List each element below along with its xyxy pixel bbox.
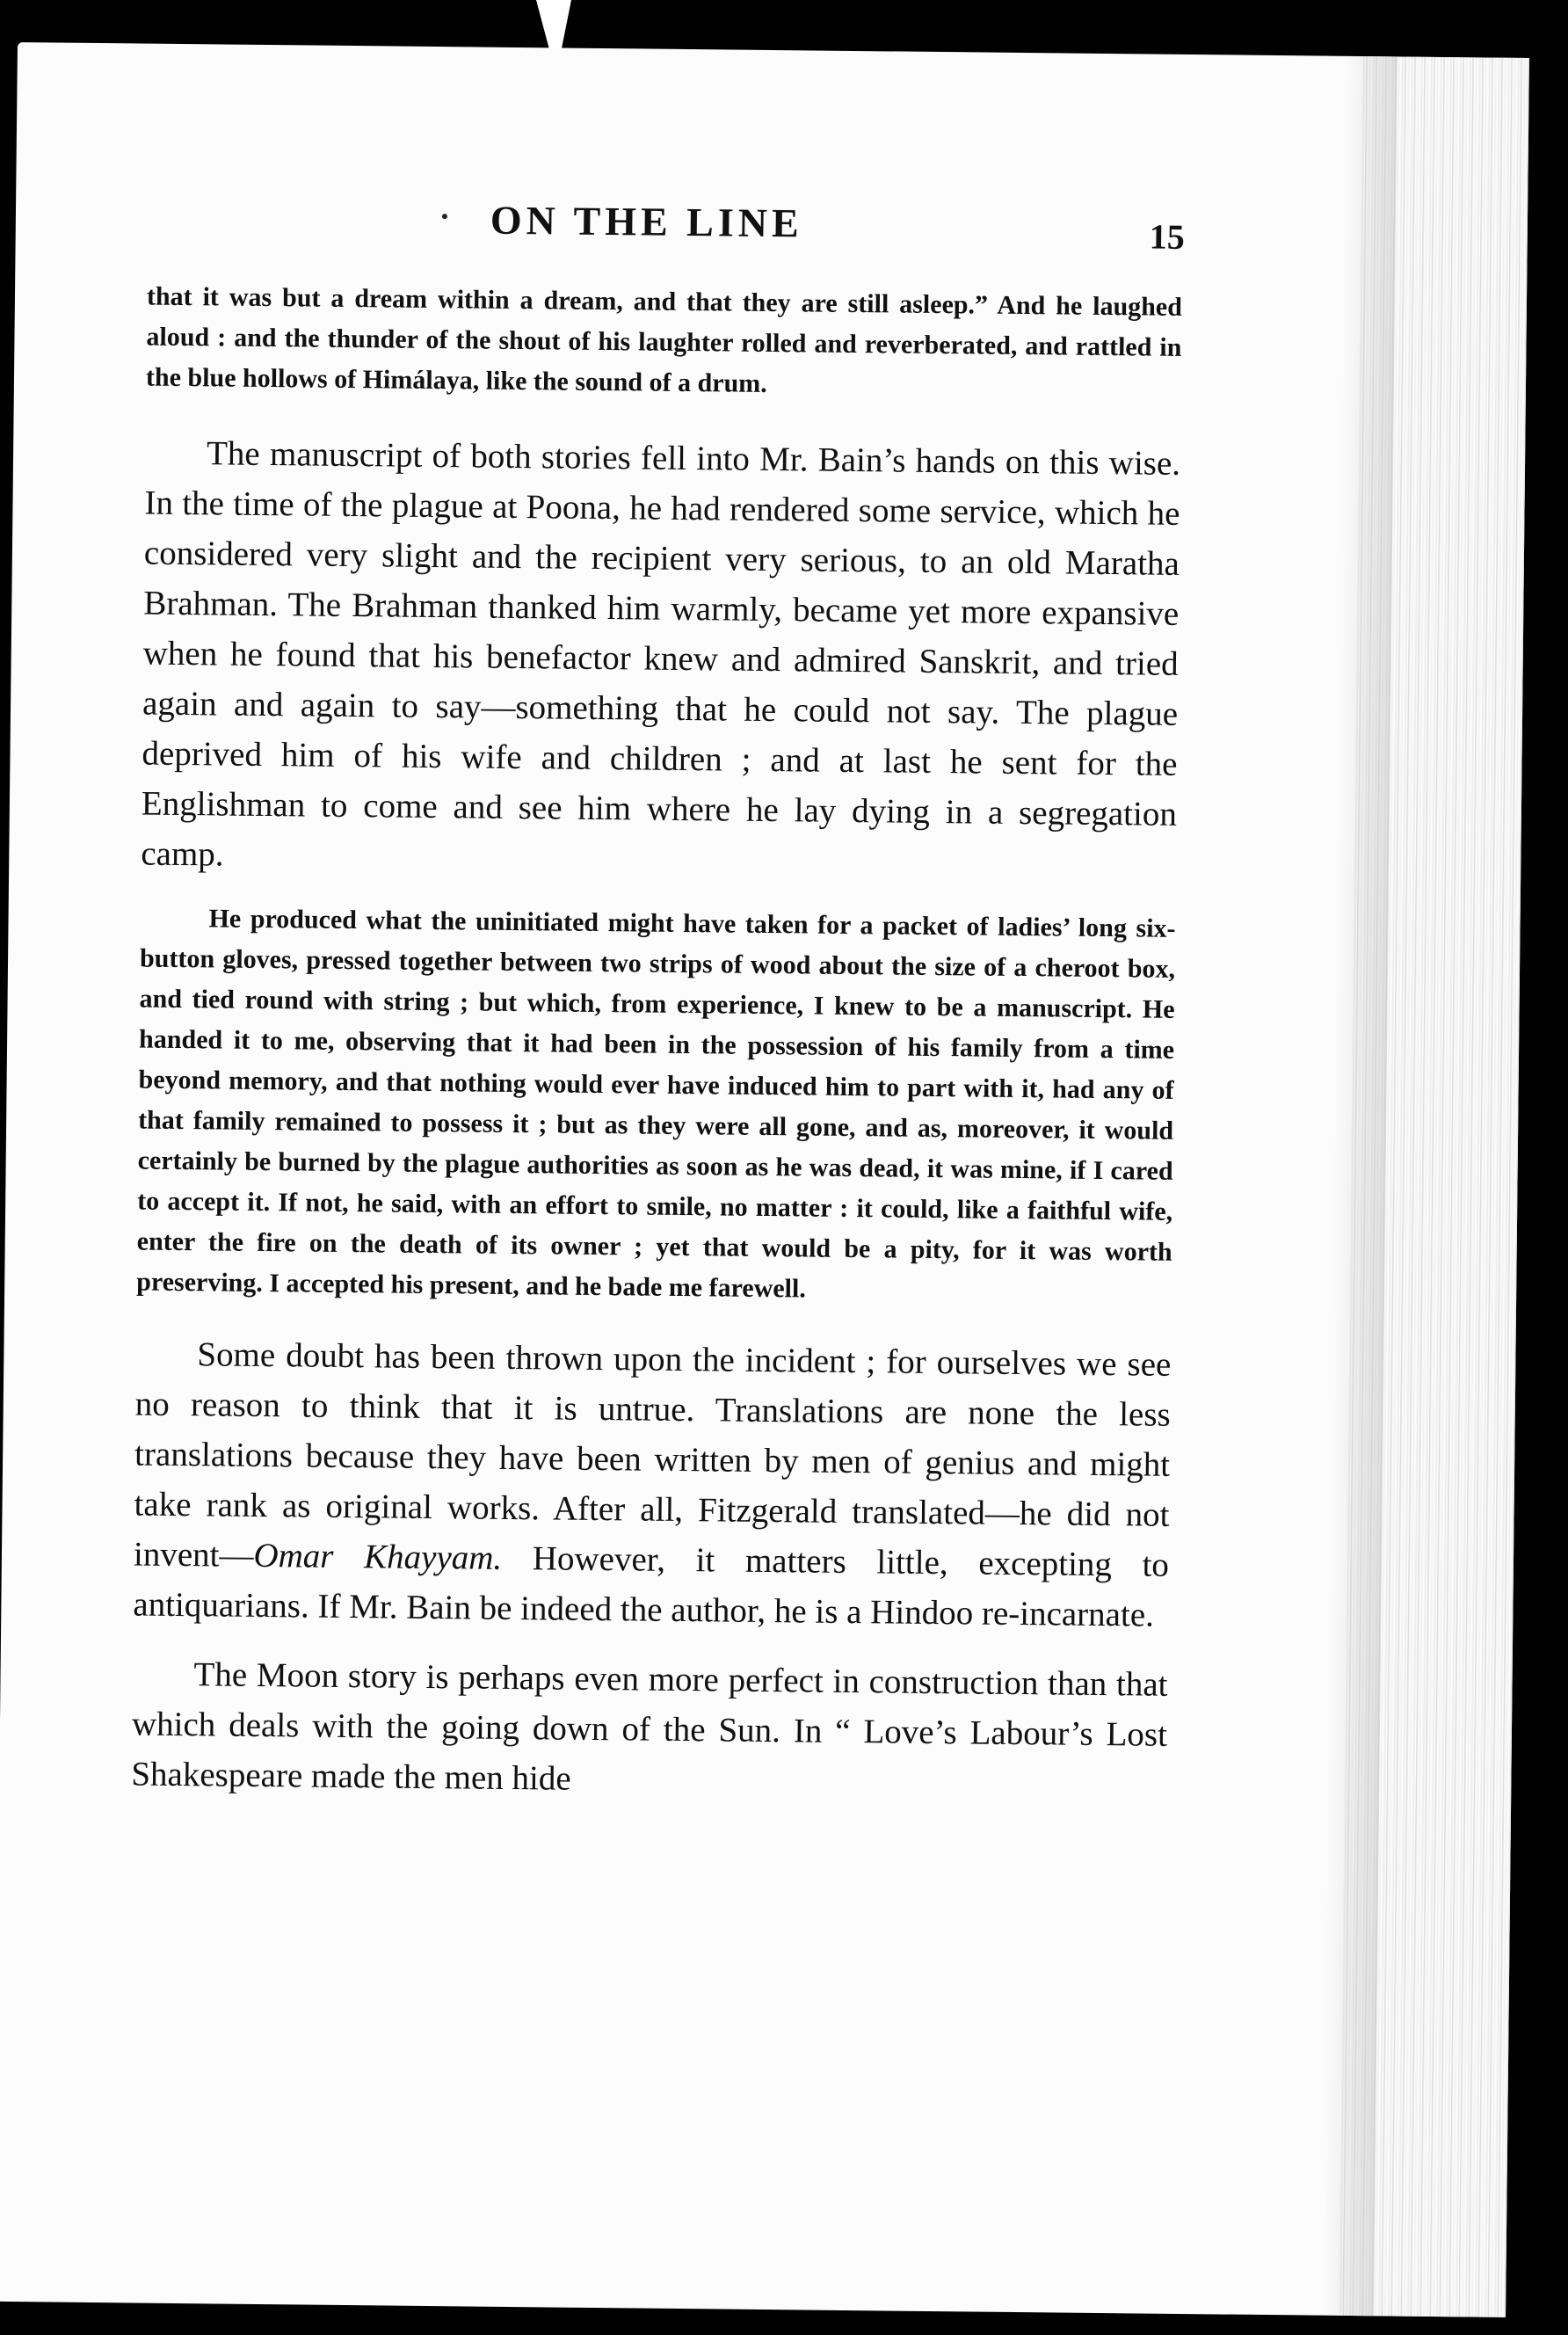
- book-page: [0, 42, 1529, 2317]
- ink-speck: [442, 214, 447, 219]
- doubt-text-start: Some doubt has been thrown upon the incident ; for ourselves we see no reason to think that it is untrue. Translations are none the less translations because they have been written by men of genius and might take rank as original works. After all, Fitzgerald translated—he did not invent—: [133, 1335, 1172, 1575]
- running-head: ON THE LINE: [490, 197, 803, 246]
- quoted-account-paragraph: He produced what the uninitiated might have taken for a packet of ladies’ long six-button gloves, pressed together between two strips of wood about the size of a cheroot box, and tied round with string ; but which, from experience, I knew to be a manuscript. He handed it to me, observing that it had been in the possession of his family from a time beyond memory, and that nothing would ever have induced him to part with it, had any of that family remained to possess it ; but as they were all gone, and as, moreover, it would certainly be burned by the plague authorities as soon as he was dead, it was mine, if I cared to accept it. If not, he said, with an effort to smile, no matter : it could, like a faithful wife, enter the fire on the death of its owner ; yet that would be a pity, for it was worth preserving. I accepted his present, and he bade me farewell.: [136, 904, 1176, 1304]
- page-number: 15: [1149, 216, 1185, 257]
- paper-clip-mark: [536, 0, 571, 53]
- book-title-omar: Omar Khayyam.: [253, 1536, 503, 1577]
- doubt-text-end: However, it matters little, excepting to antiquarians. If Mr. Bain be indeed the author, he is a Hindoo re-incarnate.: [133, 1538, 1170, 1634]
- doubt-paragraph: [133, 1328, 1172, 1640]
- moon-story-paragraph: The Moon story is perhaps even more perfect in construction than that which deals with the going down of the Sun. In “ Love’s Labour’s Lost Shakespeare made the men hide: [131, 1655, 1168, 1798]
- page-header: [156, 193, 1185, 266]
- page-body: [131, 277, 1182, 1810]
- quote-continuation-paragraph: that it was but a dream within a dream, and that they are still asleep.” And he laughed aloud : and the thunder of the shout of his laughter rolled and reverberated, and rattled in the blue hollows of Himálaya, like the sound of a drum.: [145, 281, 1183, 398]
- manuscript-origin-paragraph: The manuscript of both stories fell into Mr. Bain’s hands on this wise. In the time of the plague at Poona, he had rendered some service, which he considered very slight and the recipient very serious, to an old Maratha Brahman. The Brahman thanked him warmly, became yet more expansive when he found that his benefactor knew and admired Sanskrit, and tried again and again to say—something that he could not say. The plague deprived him of his wife and children ; and at last he sent for the Englishman to come and see him where he lay dying in a segregation camp.: [141, 434, 1181, 874]
